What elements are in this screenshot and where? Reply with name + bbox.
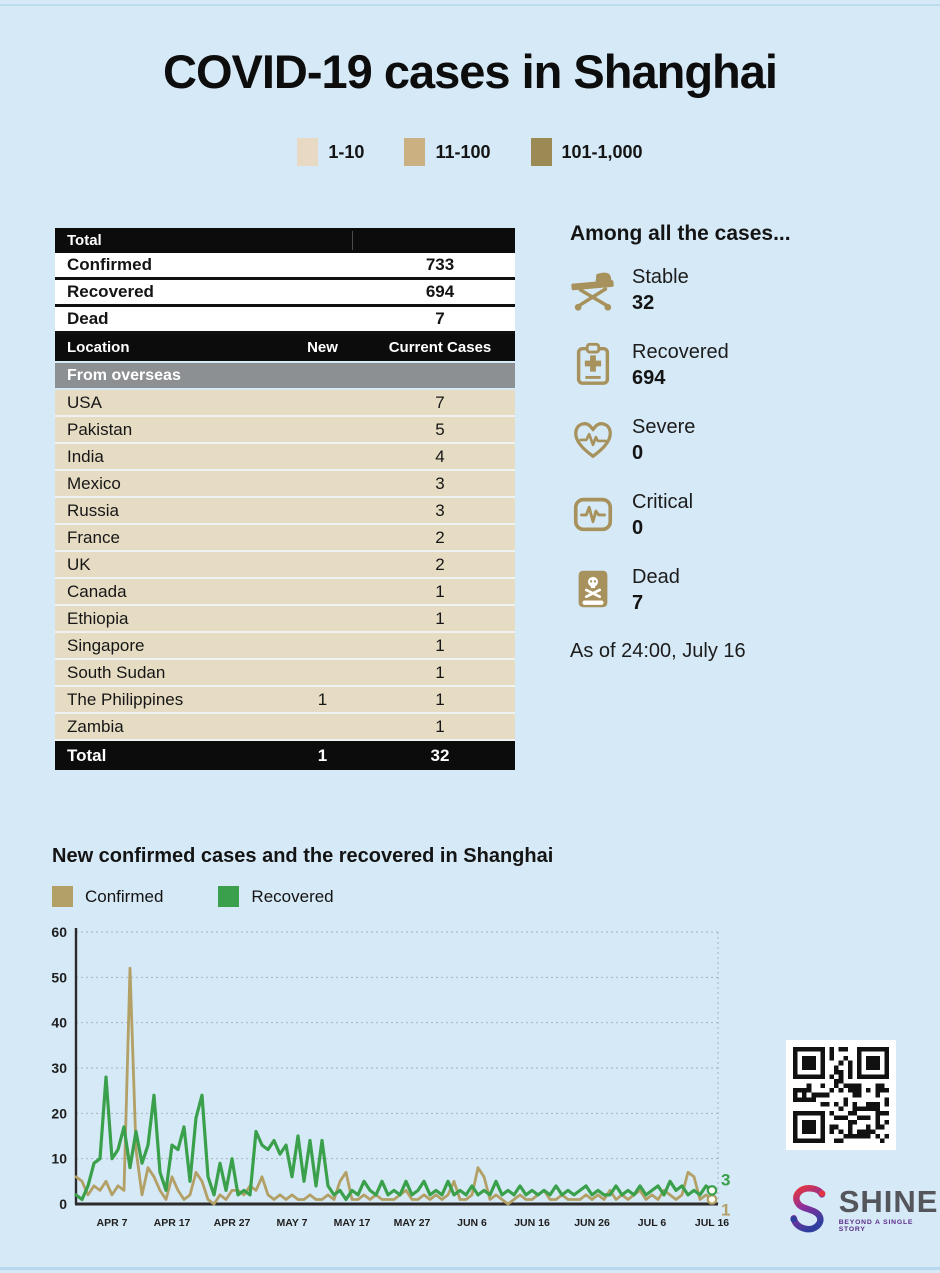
table-group-row: From overseas (55, 363, 515, 388)
stat-value: 0 (632, 442, 644, 464)
svg-text:60: 60 (51, 924, 67, 940)
recovered-swatch (218, 886, 239, 907)
col-location: Location (67, 339, 130, 356)
table-row (55, 307, 515, 334)
table-row: Zambia 1 (55, 714, 515, 741)
table-row: UK 2 (55, 552, 515, 579)
table-column-header (55, 334, 515, 361)
metric-label: Confirmed (67, 255, 152, 274)
col-new: New (307, 339, 338, 356)
page-title: COVID-19 cases in Shanghai (163, 45, 777, 98)
metric-label: Dead (67, 309, 109, 328)
scale-legend-item (297, 138, 364, 166)
table-row: Ethiopia 1 (55, 606, 515, 633)
scale-legend-item (404, 138, 490, 166)
trend-line-chart (36, 922, 736, 1234)
svg-text:0: 0 (59, 1196, 67, 1212)
svg-text:JUN 6: JUN 6 (457, 1217, 487, 1229)
qr-code (786, 1040, 896, 1150)
shine-logo (786, 1182, 940, 1238)
svg-text:30: 30 (51, 1060, 67, 1076)
stat-severe (570, 414, 915, 466)
svg-text:50: 50 (51, 969, 67, 986)
table-row: The Philippines 1 1 (55, 687, 515, 714)
table-row: Singapore 1 (55, 633, 515, 660)
scale-legend (0, 138, 940, 166)
table-row: India 4 (55, 444, 515, 471)
stat-label: Critical (632, 491, 694, 513)
legend-item-recovered: Recovered (218, 886, 333, 907)
stat-recovered (570, 339, 915, 391)
brand-name: SHINE (838, 1184, 939, 1219)
table-row: Mexico 3 (55, 471, 515, 498)
stat-dead (570, 564, 915, 616)
svg-text:JUL 6: JUL 6 (637, 1217, 667, 1229)
top-divider (0, 4, 940, 6)
svg-text:MAY 17: MAY 17 (333, 1217, 371, 1229)
table-row: Pakistan 5 (55, 417, 515, 444)
table-total-header (55, 228, 515, 253)
bottom-divider (0, 1267, 940, 1270)
svg-text:APR 7: APR 7 (96, 1217, 128, 1229)
svg-text:APR 17: APR 17 (153, 1217, 191, 1229)
table-row (55, 253, 515, 280)
stat-label: Severe (632, 416, 696, 438)
header-divider (352, 231, 353, 250)
table-footer-row: Total 1 32 (55, 741, 515, 770)
svg-text:JUN 16: JUN 16 (514, 1217, 550, 1229)
scale-label: 1-10 (328, 141, 365, 162)
panel-heading: Among all the cases... (570, 222, 791, 245)
svg-text:40: 40 (51, 1014, 67, 1031)
col-current: Current Cases (388, 339, 492, 356)
scale-swatch-1-10 (297, 138, 318, 166)
scale-swatch-11-100 (404, 138, 425, 166)
stat-value: 694 (632, 367, 666, 389)
qr-pattern (793, 1047, 889, 1143)
scale-label: 11-100 (435, 141, 491, 162)
stat-value: 7 (632, 592, 644, 614)
stat-label: Recovered (632, 341, 729, 363)
table-row: France 2 (55, 525, 515, 552)
stat-value: 0 (632, 517, 644, 539)
clipboard-cross-icon (570, 341, 616, 387)
scale-label: 101-1,000 (561, 141, 643, 162)
svg-text:MAY 7: MAY 7 (276, 1217, 308, 1229)
brand-tagline: BEYOND A SINGLE STORY (838, 1219, 914, 1233)
total-header-label: Total (67, 232, 102, 249)
scale-swatch-101-1000 (531, 138, 552, 166)
svg-text:3: 3 (721, 1170, 731, 1190)
scale-legend-item (531, 138, 643, 166)
svg-text:JUL 16: JUL 16 (694, 1217, 730, 1229)
chart-legend (52, 886, 334, 907)
stat-label: Dead (632, 566, 680, 588)
cases-panel (570, 222, 915, 663)
legend-item-confirmed: Confirmed (52, 886, 163, 907)
stat-value: 32 (632, 292, 655, 314)
confirmed-swatch (52, 886, 73, 907)
table-row: South Sudan 1 (55, 660, 515, 687)
stat-stable (570, 264, 915, 316)
stat-critical (570, 489, 915, 541)
svg-text:20: 20 (51, 1105, 67, 1122)
stat-label: Stable (632, 266, 689, 288)
table-row: Russia 3 (55, 498, 515, 525)
metric-label: Recovered (67, 282, 154, 301)
metric-value: 694 (425, 282, 455, 301)
svg-text:JUN 26: JUN 26 (574, 1217, 610, 1229)
heart-pulse-icon (570, 416, 616, 462)
svg-text:10: 10 (51, 1150, 67, 1167)
table-row (55, 280, 515, 307)
stretcher-icon (570, 266, 616, 312)
metric-value: 733 (425, 255, 455, 274)
metric-value: 7 (435, 309, 445, 328)
svg-text:1: 1 (721, 1200, 731, 1220)
table-row: USA 7 (55, 390, 515, 417)
shine-s-icon (786, 1182, 831, 1238)
as-of-timestamp: As of 24:00, July 16 (570, 640, 746, 662)
svg-text:APR 27: APR 27 (213, 1217, 251, 1229)
cases-table (55, 228, 515, 770)
svg-text:MAY 27: MAY 27 (393, 1217, 431, 1229)
monitor-pulse-icon (570, 491, 616, 537)
skull-book-icon (570, 566, 616, 612)
chart-title: New confirmed cases and the recovered in Shanghai (52, 845, 554, 867)
table-row: Canada 1 (55, 579, 515, 606)
